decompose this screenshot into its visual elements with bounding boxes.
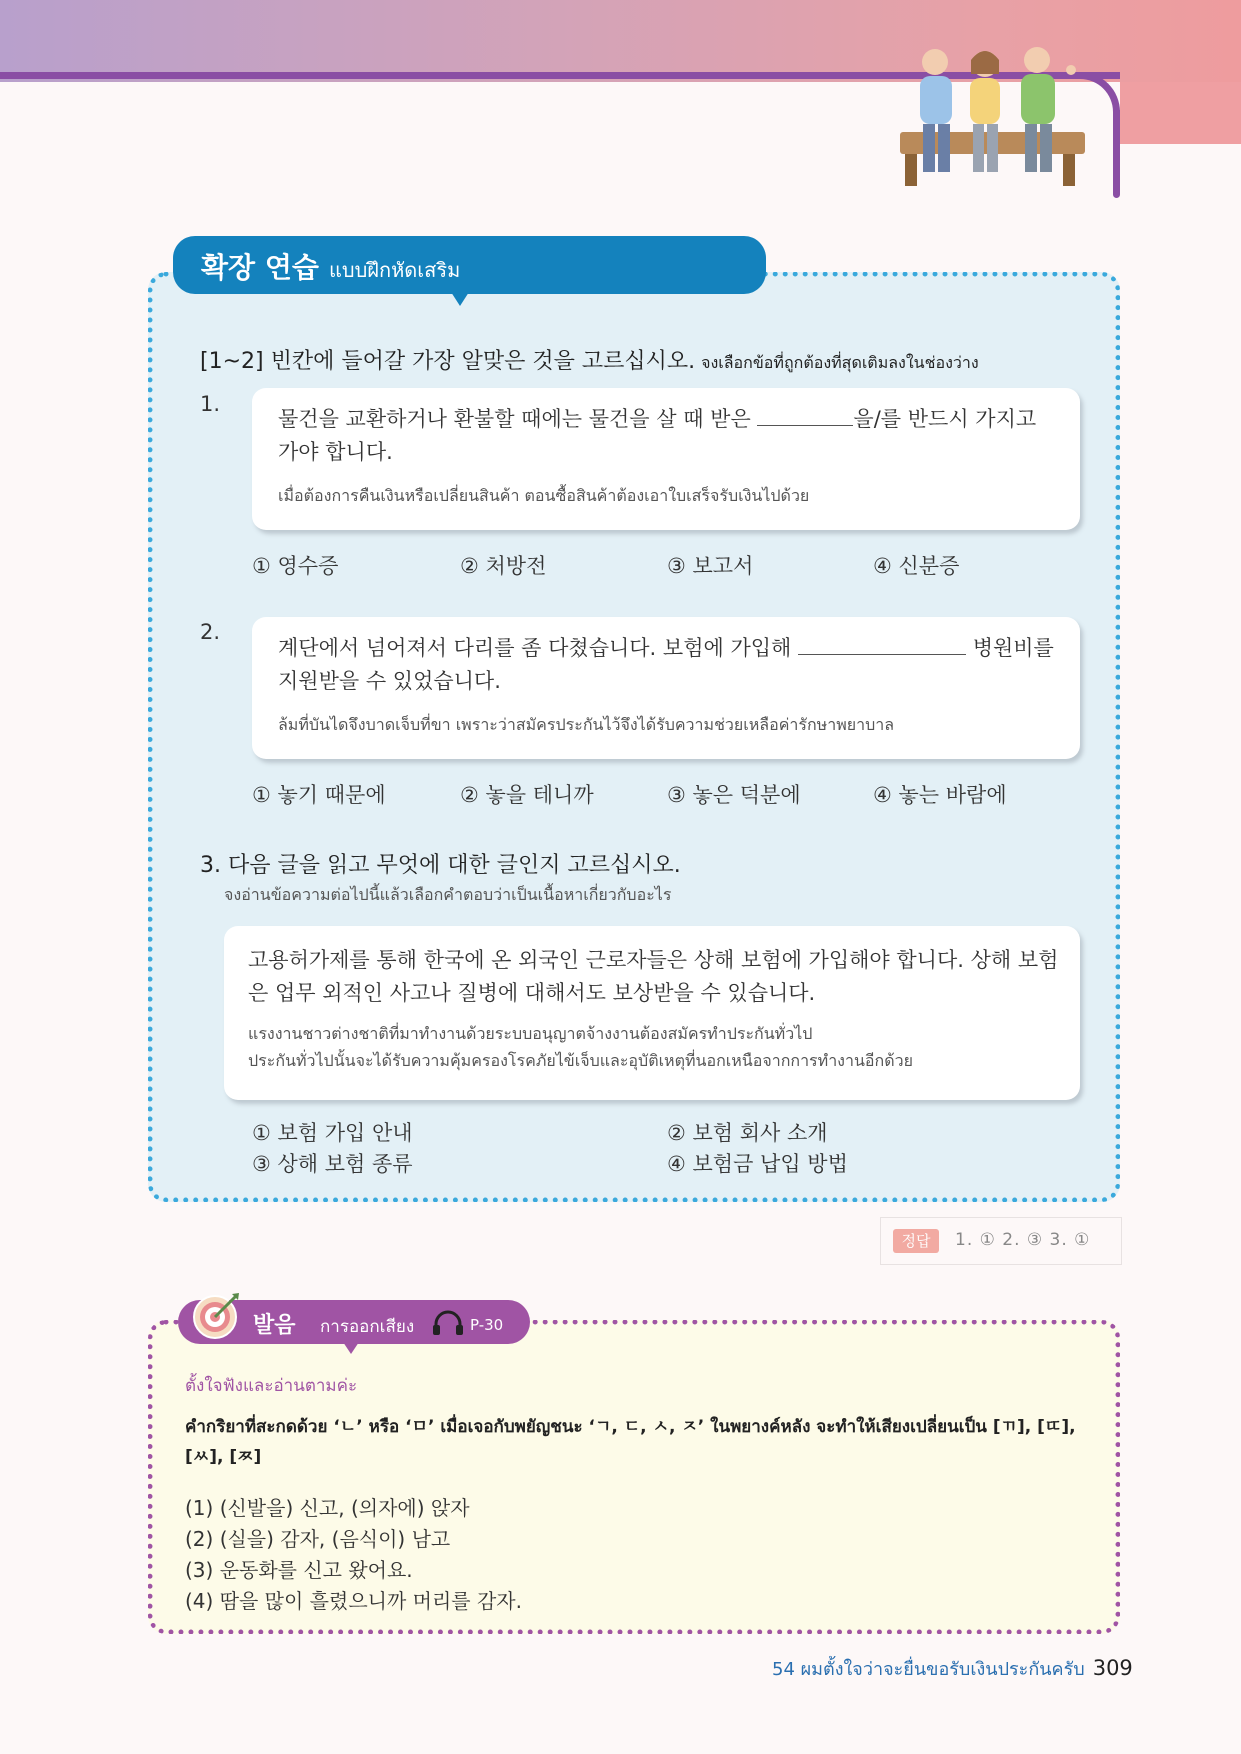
page-number: 309	[1092, 1656, 1133, 1680]
question-2-line2: 지원받을 수 있었습니다.	[278, 669, 501, 693]
pronunciation-tab-title: 발음	[253, 1313, 296, 1338]
question-1-option-4[interactable]: ④ 신분증	[873, 554, 960, 578]
question-3-option-2[interactable]: ② 보험 회사 소개	[667, 1121, 828, 1145]
question-2-option-1[interactable]: ① 놓기 때문에	[252, 783, 386, 807]
pronunciation-rule-line1: คำกริยาที่สะกดด้วย ‘ㄴ’ หรือ ‘ㅁ’ เมื่อเจอกับพยัญชนะ ‘ㄱ, ㄷ, ㅅ, ㅈ’ ในพยางค์หลัง จะทำให้เสียงเปลี่ยนเป็น [ㄲ], [ㄸ],	[185, 1417, 1076, 1437]
tab-pointer	[451, 292, 469, 306]
question-3-option-1[interactable]: ① 보험 가입 안내	[252, 1121, 413, 1145]
pronunciation-rule-line2: [ㅆ], [ㅉ]	[185, 1447, 262, 1467]
audio-page-ref: P-30	[470, 1316, 504, 1334]
answer-box	[880, 1217, 1122, 1265]
question-2-text-a: 계단에서 넘어져서 다리를 좀 다쳤습니다. 보험에 가입해	[278, 636, 792, 660]
question-2-blank	[798, 634, 966, 655]
pronunciation-example-2: (2) (실을) 감자, (음식이) 남고	[185, 1527, 451, 1551]
target-icon	[192, 1290, 242, 1340]
chapter-title: 54 ผมตั้งใจว่าจะยื่นขอรับเงินประกันครับ	[772, 1659, 1085, 1680]
pronunciation-example-4: (4) 땀을 많이 흘렸으니까 머리를 감자.	[185, 1589, 522, 1613]
question-1-option-3[interactable]: ③ 보고서	[667, 554, 754, 578]
elderly-people-illustration	[895, 40, 1095, 200]
pron-tab-pointer	[343, 1342, 359, 1354]
question-2-option-4[interactable]: ④ 놓는 바람에	[873, 783, 1007, 807]
question-2-card	[252, 617, 1080, 759]
instruction-ko: [1~2] 빈칸에 들어갈 가장 알맞은 것을 고르십시오.	[200, 349, 696, 374]
instruction-th: จงเลือกข้อที่ถูกต้องที่สุดเติมลงในช่องว่าง	[701, 353, 979, 372]
header-line-down	[1113, 110, 1120, 198]
question-1-option-1[interactable]: ① 영수증	[252, 554, 339, 578]
answer-text: 1. ① 2. ③ 3. ①	[955, 1230, 1091, 1250]
question-2-line1	[278, 632, 1054, 665]
question-3-subtitle: จงอ่านข้อความต่อไปนี้แล้วเลือกคำตอบว่าเป็นเนื้อหาเกี่ยวกับอะไร	[224, 885, 672, 904]
question-1-text-a: 물건을 교환하거나 환불할 때에는 물건을 살 때 받은	[278, 407, 751, 431]
question-2-option-3[interactable]: ③ 놓은 덕분에	[667, 783, 801, 807]
question-1-number: 1.	[200, 392, 221, 416]
question-2-text-b: 병원비를	[972, 636, 1054, 660]
question-1-line2: 가야 합니다.	[278, 440, 393, 464]
question-1-card	[252, 388, 1080, 530]
question-1-option-2[interactable]: ② 처방전	[460, 554, 547, 578]
question-3-thai-1: แรงงานชาวต่างชาติที่มาทำงานด้วยระบบอนุญาตจ้างงานต้องสมัครทำประกันทั่วไป	[248, 1024, 813, 1043]
pronunciation-tab-subtitle: การออกเสียง	[320, 1317, 415, 1337]
practice-tab-title: 확장 연습	[201, 251, 319, 284]
question-2-number: 2.	[200, 620, 221, 644]
practice-tab	[173, 236, 766, 294]
question-3-line2: 은 업무 외적인 사고나 질병에 대해서도 보상받을 수 있습니다.	[248, 981, 816, 1005]
practice-tab-subtitle: แบบฝึกหัดเสริม	[329, 258, 461, 282]
instruction	[200, 344, 979, 376]
page-footer	[772, 1654, 1133, 1683]
question-3-thai-2: ประกันทั่วไปนั้นจะได้รับความคุ้มครองโรคภัยไข้เจ็บและอุบัติเหตุที่นอกเหนือจากการทำงานอีกด้วย	[248, 1051, 913, 1070]
question-1-line1	[278, 403, 1036, 436]
pronunciation-example-1: (1) (신발을) 신고, (의자에) 앉자	[185, 1496, 470, 1520]
pronunciation-listen: ตั้งใจฟังและอ่านตามค่ะ	[185, 1376, 358, 1396]
question-3-title: 3. 다음 글을 읽고 무엇에 대한 글인지 고르십시오.	[200, 853, 681, 878]
question-1-blank	[757, 405, 853, 426]
question-3-line1: 고용허가제를 통해 한국에 온 외국인 근로자들은 상해 보험에 가입해야 합니다. 상해 보험	[248, 948, 1059, 972]
answer-label: 정답	[893, 1229, 939, 1253]
question-3-option-4[interactable]: ④ 보험금 납입 방법	[667, 1152, 848, 1176]
pronunciation-example-3: (3) 운동화를 신고 왔어요.	[185, 1558, 413, 1582]
question-3-option-3[interactable]: ③ 상해 보험 종류	[252, 1152, 413, 1176]
question-2-thai: ล้มที่บันไดจึงบาดเจ็บที่ขา เพราะว่าสมัครประกันไว้จึงได้รับความช่วยเหลือค่ารักษาพยาบาล	[278, 715, 895, 734]
question-1-thai: เมื่อต้องการคืนเงินหรือเปลี่ยนสินค้า ตอนซื้อสินค้าต้องเอาใบเสร็จรับเงินไปด้วย	[278, 486, 810, 505]
question-1-text-b: 을/를 반드시 가지고	[853, 407, 1037, 431]
pronunciation-rule	[185, 1412, 1095, 1472]
question-3-card	[224, 926, 1080, 1100]
question-2-option-2[interactable]: ② 놓을 테니까	[460, 783, 594, 807]
header-band-right	[1120, 82, 1241, 144]
headphone-icon[interactable]	[430, 1310, 466, 1336]
